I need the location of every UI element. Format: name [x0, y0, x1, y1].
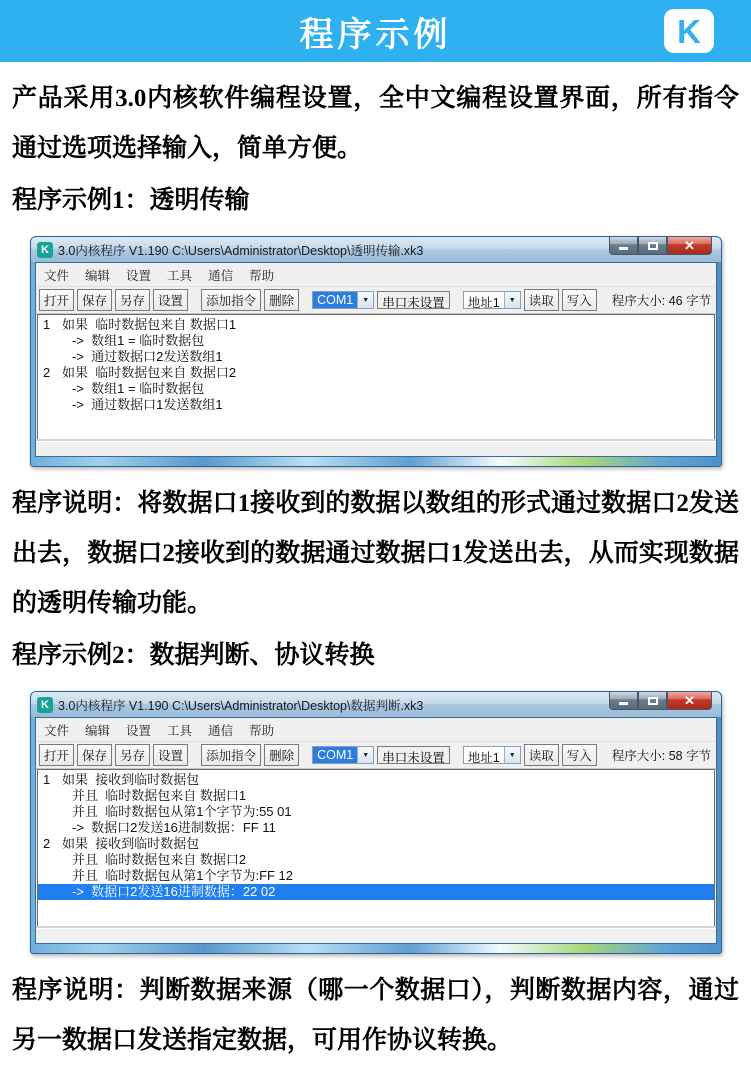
program-line[interactable] — [38, 365, 714, 381]
example2-heading: 程序示例2：数据判断、协议转换 — [12, 642, 375, 669]
window-title: 3.0内核程序 V1.190 C:\Users\Administrator\Desktop\数据判断.xk3 — [58, 698, 424, 713]
toolbar-button[interactable]: 设置 — [153, 744, 188, 766]
line-number — [38, 397, 62, 413]
line-number: 1 — [43, 772, 51, 787]
program-line[interactable] — [38, 820, 714, 836]
titlebar[interactable] — [31, 237, 721, 262]
app-icon: K — [37, 697, 53, 713]
chevron-down-icon[interactable]: ▼ — [357, 292, 373, 308]
line-text: 并且 临时数据包来自 数据口1 — [72, 788, 247, 803]
program-line[interactable] — [38, 772, 714, 788]
minimize-icon — [619, 702, 628, 705]
window-body — [35, 717, 717, 944]
menu-item[interactable]: 设置 — [126, 724, 152, 738]
line-number — [38, 868, 62, 884]
toolbar-button[interactable]: 删除 — [264, 744, 299, 766]
program-line[interactable] — [38, 868, 714, 884]
close-icon: ✕ — [684, 692, 695, 708]
minimize-icon — [619, 247, 628, 250]
line-text: 并且 临时数据包从第1个字节为:55 01 — [72, 804, 292, 819]
io-button-group — [524, 289, 597, 311]
menu-item[interactable]: 编辑 — [85, 269, 111, 283]
program-line[interactable] — [38, 852, 714, 868]
maximize-icon — [648, 697, 658, 705]
line-text: 并且 临时数据包从第1个字节为:FF 12 — [72, 868, 294, 883]
minimize-button[interactable] — [609, 692, 638, 710]
toolbar-button[interactable]: 读取 — [524, 744, 559, 766]
brand-logo-icon — [664, 9, 714, 53]
com-port-select[interactable] — [312, 291, 374, 309]
window-body — [35, 262, 717, 457]
menu-item[interactable]: 工具 — [167, 724, 193, 738]
window-title: 3.0内核程序 V1.190 C:\Users\Administrator\Desktop\透明传输.xk3 — [58, 243, 424, 258]
toolbar-button[interactable]: 打开 — [39, 289, 74, 311]
line-number — [38, 788, 62, 804]
program-line[interactable] — [38, 333, 714, 349]
status-bar — [36, 441, 716, 456]
program-line[interactable] — [38, 836, 714, 852]
address-value: 地址1 — [467, 751, 500, 765]
app-window-2 — [30, 691, 722, 954]
edit-button-group — [201, 744, 299, 766]
line-number: 2 — [43, 365, 51, 380]
maximize-button[interactable] — [638, 237, 667, 255]
intro-paragraph: 产品采用3.0内核软件编程设置，全中文编程设置界面，所有指令通过选项选择输入，简单方便。 — [12, 85, 739, 162]
menu-item[interactable]: 帮助 — [249, 269, 275, 283]
com-port-select[interactable] — [312, 746, 374, 764]
line-text: -> 通过数据口2发送数组1 — [72, 349, 223, 364]
app-window-1 — [30, 236, 722, 467]
line-number — [38, 884, 62, 900]
toolbar-button[interactable]: 打开 — [39, 744, 74, 766]
toolbar-button[interactable]: 另存 — [115, 289, 150, 311]
toolbar-button[interactable]: 设置 — [153, 289, 188, 311]
line-number — [38, 333, 62, 349]
program-line[interactable] — [38, 317, 714, 333]
logo-letter: K — [677, 12, 701, 50]
menu-item[interactable]: 编辑 — [85, 724, 111, 738]
program-size-label: 程序大小: 58 字节 — [611, 749, 712, 763]
caption-buttons — [609, 692, 712, 710]
menu-item[interactable]: 文件 — [44, 269, 70, 283]
program-list[interactable] — [37, 314, 715, 440]
page-title: 程序示例 — [299, 16, 452, 54]
chevron-down-icon[interactable]: ▼ — [357, 747, 373, 763]
program-line[interactable] — [38, 397, 714, 413]
chevron-down-icon[interactable]: ▼ — [504, 747, 520, 763]
toolbar-button[interactable]: 保存 — [77, 744, 112, 766]
close-button[interactable] — [667, 692, 712, 710]
address-select[interactable] — [463, 291, 521, 309]
line-number — [38, 820, 62, 836]
toolbar-button[interactable]: 添加指令 — [201, 744, 261, 766]
maximize-button[interactable] — [638, 692, 667, 710]
line-number: 1 — [43, 317, 51, 332]
line-text: 并且 临时数据包来自 数据口2 — [72, 852, 247, 867]
toolbar — [36, 287, 716, 314]
menu-item[interactable]: 文件 — [44, 724, 70, 738]
menu-item[interactable]: 帮助 — [249, 724, 275, 738]
line-text: 如果 临时数据包来自 数据口2 — [62, 365, 237, 380]
line-number — [38, 349, 62, 365]
com-port-value: COM1 — [313, 292, 357, 308]
close-button[interactable] — [667, 237, 712, 255]
line-number: 2 — [43, 836, 51, 851]
program-line[interactable] — [38, 788, 714, 804]
port-status-label: 串口未设置 — [377, 746, 450, 764]
toolbar-button[interactable]: 另存 — [115, 744, 150, 766]
program-list[interactable] — [37, 769, 715, 927]
toolbar-button[interactable]: 保存 — [77, 289, 112, 311]
line-text: -> 数组1 = 临时数据包 — [72, 333, 205, 348]
menu-item[interactable]: 通信 — [208, 269, 234, 283]
menu-item[interactable]: 设置 — [126, 269, 152, 283]
status-bar — [36, 928, 716, 943]
line-text: -> 数据口2发送16进制数据：FF 11 — [72, 820, 276, 835]
menu-bar — [36, 263, 716, 287]
line-text: -> 通过数据口1发送数组1 — [72, 397, 223, 412]
line-text: -> 数据口2发送16进制数据：22 02 — [72, 884, 276, 899]
line-number — [38, 804, 62, 820]
menu-bar — [36, 718, 716, 742]
toolbar-button[interactable]: 写入 — [562, 744, 597, 766]
menu-item[interactable]: 通信 — [208, 724, 234, 738]
edit-button-group — [201, 289, 299, 311]
chevron-down-icon[interactable]: ▼ — [504, 292, 520, 308]
com-port-value: COM1 — [313, 747, 357, 763]
program-line[interactable] — [38, 349, 714, 365]
toolbar — [36, 742, 716, 769]
minimize-button[interactable] — [609, 237, 638, 255]
toolbar-button[interactable]: 添加指令 — [201, 289, 261, 311]
file-button-group — [39, 744, 188, 766]
titlebar[interactable] — [31, 692, 721, 717]
program-line[interactable] — [38, 804, 714, 820]
line-text: 如果 临时数据包来自 数据口1 — [62, 317, 237, 332]
io-button-group — [524, 744, 597, 766]
example1-description: 程序说明：将数据口1接收到的数据以数组的形式通过数据口2发送出去，数据口2接收到的数据通过数据口1发送出去，从而实现数据的透明传输功能。 — [12, 490, 739, 617]
line-text: 如果 接收到临时数据包 — [62, 836, 200, 851]
app-icon: K — [37, 242, 53, 258]
program-line[interactable] — [38, 884, 714, 900]
line-number — [38, 381, 62, 397]
file-button-group — [39, 289, 188, 311]
example2-description: 程序说明：判断数据来源（哪一个数据口），判断数据内容，通过另一数据口发送指定数据，可用作协议转换。 — [12, 977, 739, 1054]
caption-buttons — [609, 237, 712, 255]
program-line[interactable] — [38, 381, 714, 397]
menu-item[interactable]: 工具 — [167, 269, 193, 283]
toolbar-button[interactable]: 写入 — [562, 289, 597, 311]
toolbar-button[interactable]: 删除 — [264, 289, 299, 311]
page-header — [0, 0, 751, 62]
line-text: 如果 接收到临时数据包 — [62, 772, 200, 787]
address-select[interactable] — [463, 746, 521, 764]
address-value: 地址1 — [467, 296, 500, 310]
toolbar-button[interactable]: 读取 — [524, 289, 559, 311]
port-status-label: 串口未设置 — [377, 291, 450, 309]
program-size-label: 程序大小: 46 字节 — [611, 294, 712, 308]
maximize-icon — [648, 242, 658, 250]
close-icon: ✕ — [684, 237, 695, 253]
example1-heading: 程序示例1：透明传输 — [12, 187, 250, 214]
line-text: -> 数组1 = 临时数据包 — [72, 381, 205, 396]
line-number — [38, 852, 62, 868]
